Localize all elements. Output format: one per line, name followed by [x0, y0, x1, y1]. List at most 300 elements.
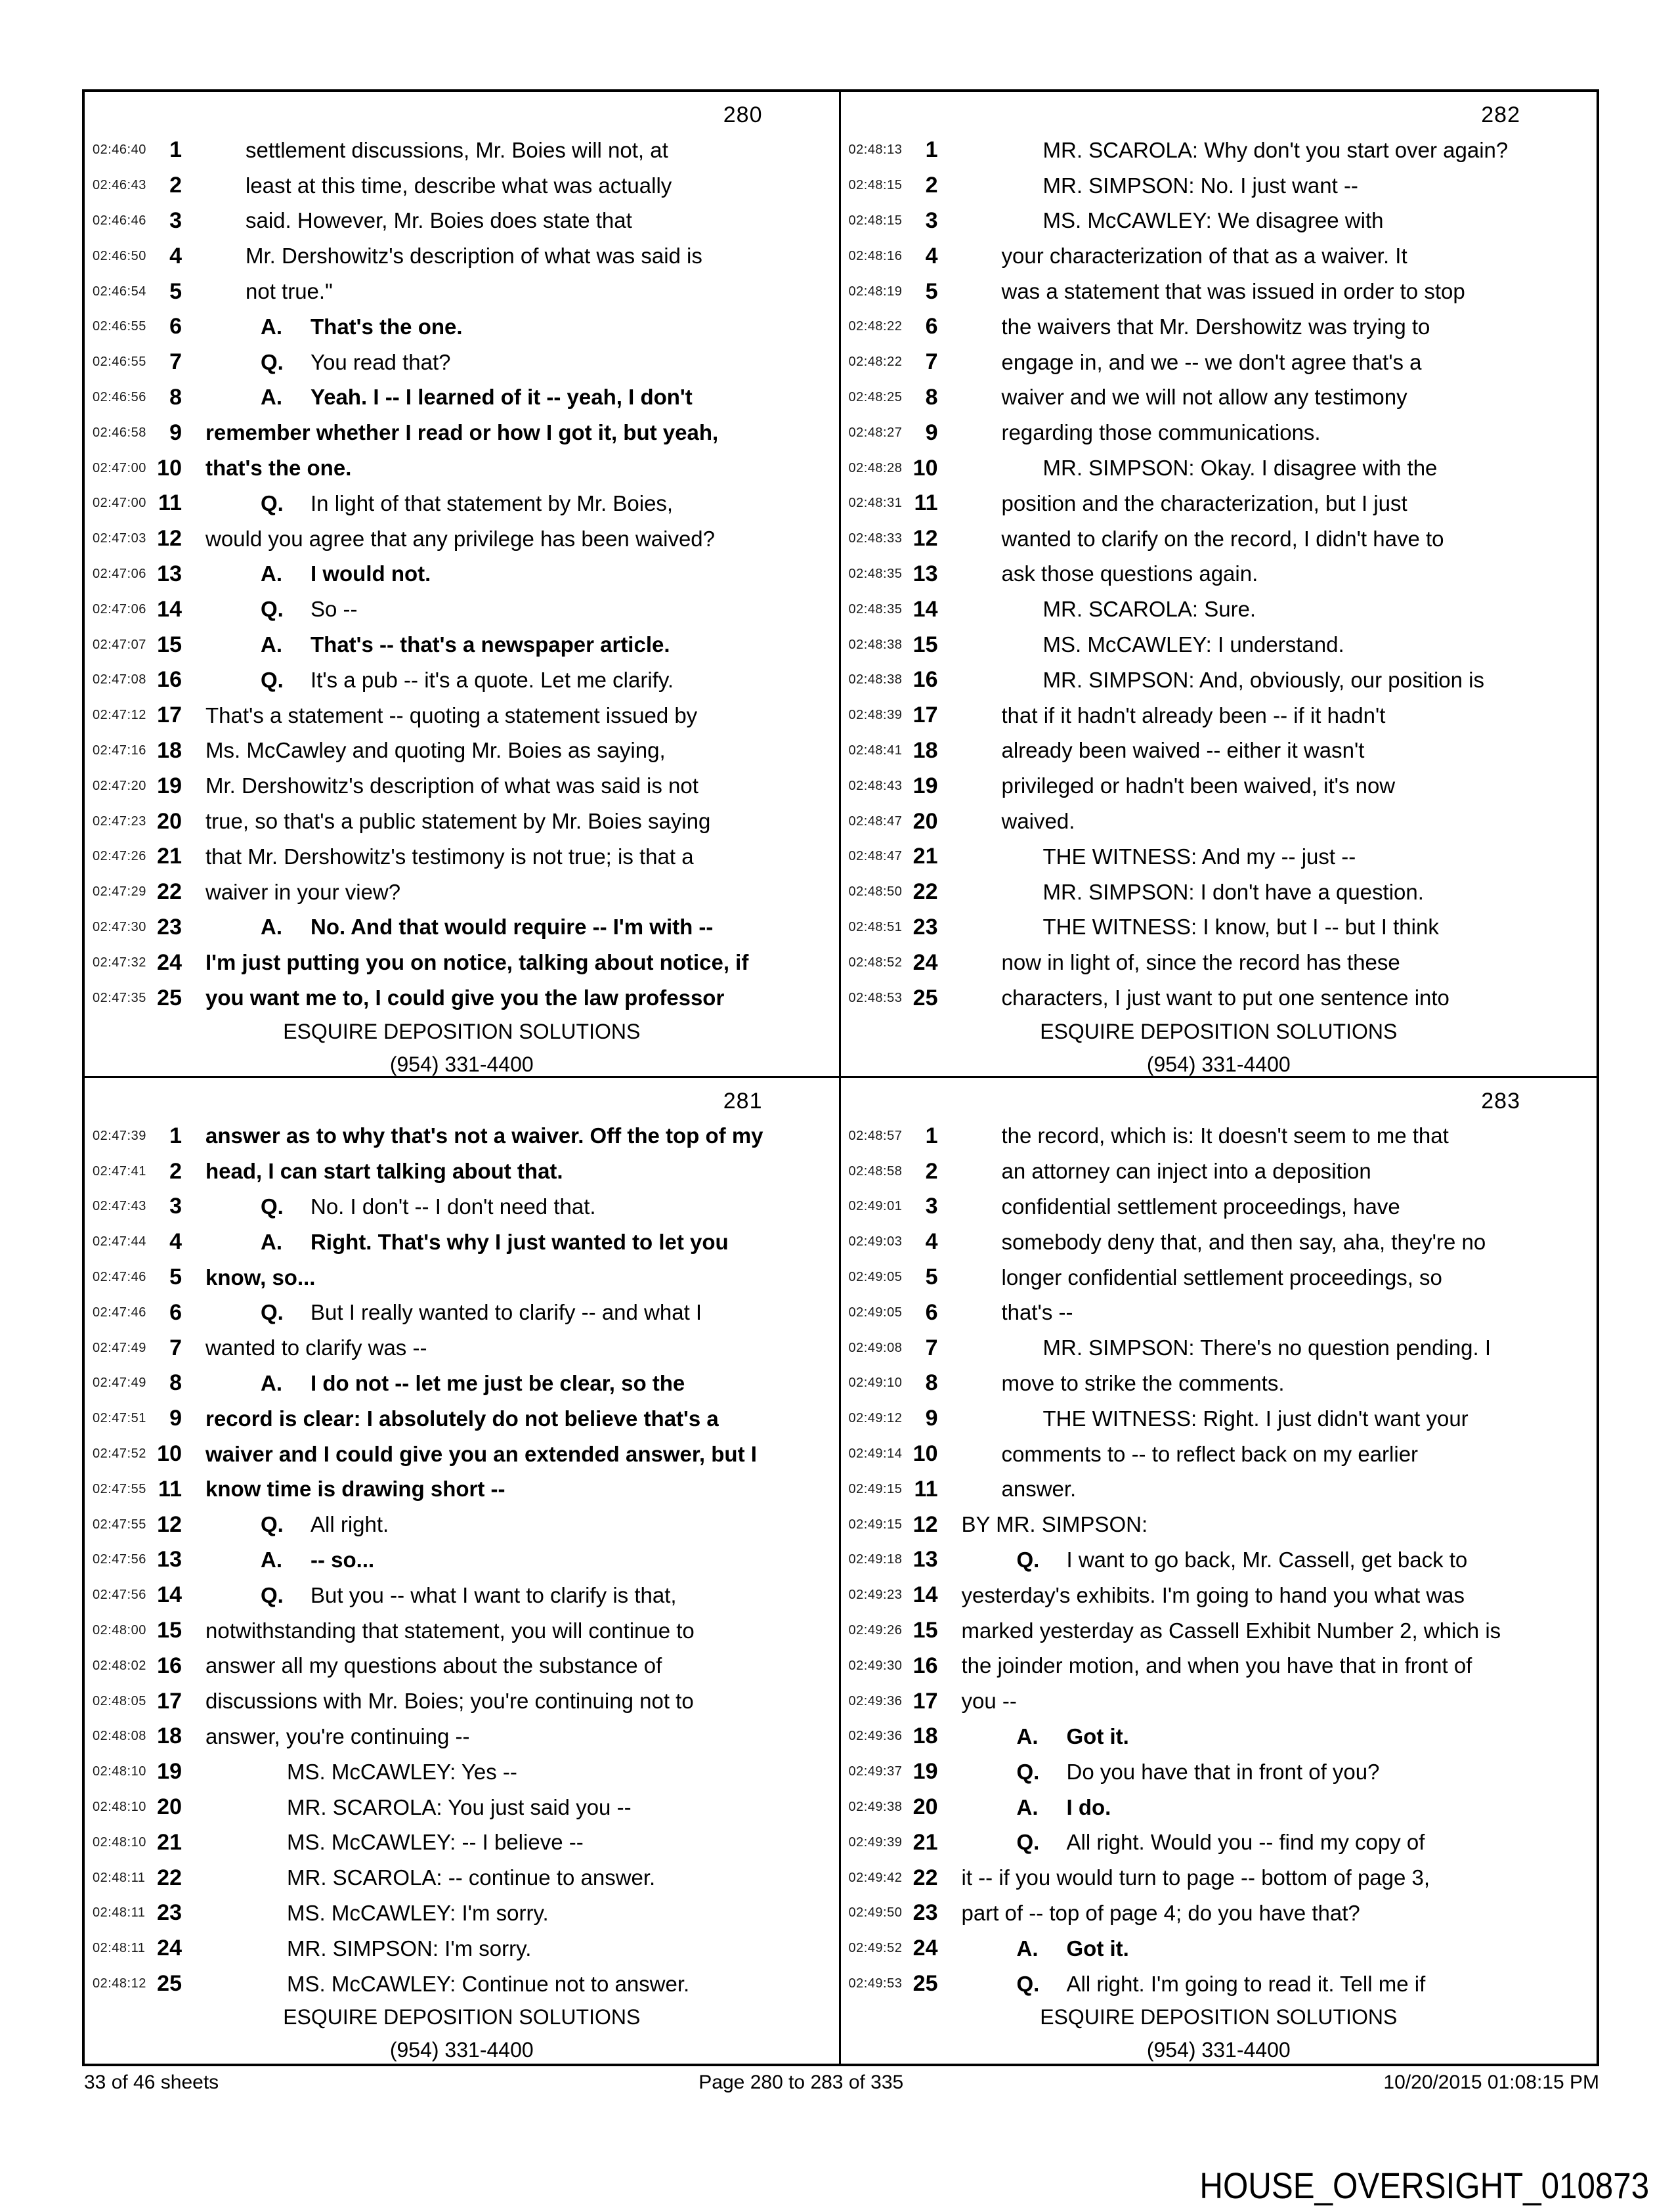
transcript-line [841, 1401, 1597, 1437]
transcript-line [841, 1507, 1597, 1542]
line-number: 16 [157, 1653, 182, 1678]
line-number: 11 [914, 490, 938, 516]
line-text: wanted to clarify was -- [205, 1335, 427, 1360]
vendor-name: ESQUIRE DEPOSITION SOLUTIONS [1040, 1019, 1398, 1043]
timestamp: 02:48:39 [848, 708, 903, 723]
timestamp: 02:46:50 [93, 248, 146, 263]
timestamp: 02:49:42 [848, 1870, 903, 1885]
line-number: 23 [157, 914, 182, 940]
transcript-line [85, 1790, 839, 1825]
timestamp: 02:47:46 [93, 1305, 146, 1320]
page-number: 283 [1481, 1088, 1520, 1114]
timestamp: 02:46:58 [93, 425, 146, 440]
timestamp: 02:49:08 [848, 1340, 903, 1355]
timestamp: 02:46:54 [93, 284, 146, 299]
line-text: answer. [1001, 1477, 1077, 1502]
timestamp: 02:47:20 [93, 778, 146, 793]
timestamp: 02:48:02 [93, 1658, 146, 1673]
timestamp: 02:49:37 [848, 1764, 903, 1779]
transcript-line [85, 1225, 839, 1260]
qa-marker: A. [1016, 1724, 1039, 1748]
line-text [182, 1583, 839, 1608]
line-number: 3 [169, 207, 182, 233]
line-number: 24 [912, 1936, 938, 1961]
timestamp: 02:47:49 [93, 1340, 146, 1355]
timestamp: 02:49:12 [848, 1411, 903, 1426]
transcript-line [85, 910, 839, 945]
transcript-line [85, 1189, 839, 1225]
line-number: 9 [925, 1406, 938, 1431]
line-text: ask those questions again. [1001, 561, 1258, 586]
line-text: MR. SIMPSON: Okay. I disagree with the [1042, 456, 1438, 481]
transcript-line [841, 1260, 1597, 1295]
timestamp: 02:47:46 [93, 1270, 146, 1285]
transcript-line [85, 450, 839, 486]
line-text: waived. [1001, 809, 1075, 834]
qa-marker: Q. [1016, 1830, 1040, 1855]
line-text: MR. SCAROLA: Sure. [1042, 597, 1256, 622]
transcript-line [841, 1825, 1597, 1860]
transcript-line [85, 345, 839, 380]
line-text-body: All right. [311, 1512, 389, 1537]
timestamp: 02:48:22 [848, 319, 903, 334]
bates-watermark: HOUSE_OVERSIGHT_010873 [1199, 2165, 1649, 2206]
line-text: head, I can start talking about that. [205, 1159, 563, 1184]
line-number: 24 [157, 949, 182, 975]
transcript-line [841, 557, 1597, 592]
line-text: discussions with Mr. Boies; you're continuing not to [205, 1689, 694, 1714]
line-text: that Mr. Dershowitz's testimony is not true; is that a [205, 844, 694, 869]
line-text: notwithstanding that statement, you will continue to [205, 1618, 695, 1643]
sheet-footer [84, 2071, 1599, 2094]
transcript-line [85, 698, 839, 733]
line-text [938, 1760, 1597, 1785]
line-number: 14 [157, 596, 182, 622]
timestamp: 02:49:18 [848, 1552, 903, 1567]
timestamp: 02:48:25 [848, 389, 903, 404]
transcript-line [85, 627, 839, 662]
line-number: 6 [925, 314, 938, 339]
qa-marker: A. [261, 385, 282, 410]
line-text [938, 1830, 1597, 1855]
line-number: 22 [912, 879, 938, 905]
vendor-phone: (954) 331-4400 [389, 2038, 534, 2062]
transcript-sheet [82, 89, 1599, 2066]
line-text: the joinder motion, and when you have that in front of [961, 1653, 1472, 1678]
line-number: 18 [157, 737, 182, 763]
line-number: 10 [912, 1441, 938, 1467]
line-text: part of -- top of page 4; do you have that? [961, 1900, 1360, 1925]
line-number: 11 [158, 490, 182, 516]
line-text-body: It's a pub -- it's a quote. Let me clarify. [311, 667, 674, 692]
line-text-body: You read that? [311, 349, 451, 374]
line-text: the record, which is: It doesn't seem to me that [1001, 1123, 1449, 1148]
timestamp: 02:48:33 [848, 531, 903, 546]
line-text: Mr. Dershowitz's description of what was said is [246, 244, 702, 269]
line-text: MS. McCAWLEY: -- I believe -- [287, 1830, 584, 1855]
transcript-line [85, 1119, 839, 1154]
line-text-body: No. And that would require -- I'm with -- [311, 915, 714, 940]
timestamp: 02:46:46 [93, 213, 146, 228]
timestamp: 02:47:52 [93, 1446, 146, 1462]
timestamp: 02:48:15 [848, 178, 903, 193]
qa-marker: Q. [1016, 1547, 1040, 1572]
transcript-line [841, 415, 1597, 450]
line-text: privileged or hadn't been waived, it's now [1001, 773, 1396, 798]
line-text: answer, you're continuing -- [205, 1724, 470, 1748]
timestamp: 02:49:23 [848, 1588, 903, 1603]
line-number: 1 [925, 1123, 938, 1148]
transcript-line [841, 733, 1597, 769]
transcript-page-281 [85, 1078, 841, 2064]
timestamp: 02:48:35 [848, 566, 903, 581]
transcript-line [85, 486, 839, 521]
line-text: now in light of, since the record has these [1001, 950, 1400, 975]
transcript-line [841, 1578, 1597, 1613]
line-text [182, 1230, 839, 1255]
timestamp: 02:47:35 [93, 990, 146, 1005]
transcript-page-282 [841, 92, 1597, 1078]
line-text: MR. SCAROLA: Why don't you start over again? [1042, 137, 1509, 162]
transcript-line [85, 1437, 839, 1472]
timestamp: 02:48:00 [93, 1623, 146, 1638]
line-number: 11 [914, 1476, 938, 1502]
timestamp: 02:49:03 [848, 1234, 903, 1249]
timestamp: 02:49:30 [848, 1658, 903, 1673]
transcript-line [841, 486, 1597, 521]
line-number: 22 [157, 879, 182, 905]
timestamp: 02:47:32 [93, 955, 146, 970]
transcript-line [85, 1330, 839, 1366]
qa-marker: A. [1016, 1794, 1039, 1819]
line-number: 12 [157, 1511, 182, 1537]
transcript-line [841, 1119, 1597, 1154]
transcript-line [841, 238, 1597, 274]
vendor-name: ESQUIRE DEPOSITION SOLUTIONS [1040, 2005, 1398, 2029]
line-text: MS. McCAWLEY: Continue not to answer. [287, 1971, 690, 1996]
transcript-line [85, 1366, 839, 1401]
line-number: 12 [157, 526, 182, 552]
line-text-body: I would not. [311, 561, 431, 586]
line-text-body: I want to go back, Mr. Cassell, get back to [1066, 1547, 1468, 1572]
transcript-line [85, 1154, 839, 1189]
line-text-body: Got it. [1066, 1936, 1129, 1961]
line-text [182, 668, 839, 693]
timestamp: 02:49:36 [848, 1693, 903, 1708]
line-number: 18 [912, 737, 938, 763]
timestamp: 02:47:51 [93, 1411, 146, 1426]
transcript-line [85, 1401, 839, 1437]
line-text [182, 314, 839, 339]
line-text: MR. SIMPSON: No. I just want -- [1042, 173, 1358, 198]
line-number: 16 [912, 1653, 938, 1678]
line-text: MR. SCAROLA: You just said you -- [287, 1794, 632, 1819]
timestamp: 02:48:57 [848, 1128, 903, 1143]
line-number: 3 [169, 1194, 182, 1219]
line-text: record is clear: I absolutely do not believe that's a [205, 1406, 719, 1431]
line-number: 15 [912, 632, 938, 657]
transcript-line [85, 415, 839, 450]
line-text: the waivers that Mr. Dershowitz was trying to [1001, 314, 1430, 339]
qa-marker: A. [261, 1229, 282, 1254]
line-number: 19 [157, 1759, 182, 1785]
line-number: 7 [925, 349, 938, 375]
line-number: 23 [912, 914, 938, 940]
line-number: 17 [912, 1688, 938, 1714]
timestamp: 02:48:51 [848, 919, 903, 934]
qa-marker: A. [261, 561, 282, 586]
timestamp: 02:46:56 [93, 389, 146, 404]
transcript-line [841, 1931, 1597, 1966]
sheet-count: 33 of 46 sheets [84, 2071, 219, 2093]
line-text: that's -- [1001, 1300, 1073, 1325]
timestamp: 02:47:07 [93, 637, 146, 652]
line-text: move to strike the comments. [1001, 1370, 1285, 1395]
transcript-line [85, 733, 839, 769]
transcript-line [841, 1189, 1597, 1225]
line-text-body: All right. Would you -- find my copy of [1066, 1830, 1425, 1855]
timestamp: 02:49:26 [848, 1623, 903, 1638]
timestamp: 02:48:41 [848, 743, 903, 758]
line-number: 17 [157, 1688, 182, 1714]
line-number: 12 [912, 526, 938, 552]
timestamp: 02:47:41 [93, 1163, 146, 1179]
line-text: marked yesterday as Cassell Exhibit Number 2, which is [961, 1618, 1501, 1643]
line-text: know time is drawing short -- [205, 1477, 505, 1502]
qa-marker: Q. [261, 1194, 284, 1219]
timestamp: 02:47:00 [93, 460, 146, 475]
line-number: 8 [925, 384, 938, 410]
line-number: 22 [912, 1865, 938, 1890]
line-text: waiver and I could give you an extended answer, but I [205, 1441, 757, 1466]
transcript-line [841, 380, 1597, 416]
qa-marker: Q. [1016, 1759, 1040, 1784]
qa-marker: A. [261, 632, 282, 657]
line-text [182, 1512, 839, 1537]
transcript-line [841, 1648, 1597, 1683]
line-number: 9 [925, 420, 938, 445]
line-text [182, 632, 839, 657]
line-text: that's the one. [205, 456, 352, 481]
transcript-line [841, 1471, 1597, 1507]
line-text [938, 1972, 1597, 1997]
print-timestamp: 10/20/2015 01:08:15 PM [1383, 2071, 1599, 2093]
line-number: 5 [169, 278, 182, 304]
timestamp: 02:48:31 [848, 496, 903, 511]
transcript-line [85, 521, 839, 557]
line-text: regarding those communications. [1001, 420, 1321, 445]
line-text: I'm just putting you on notice, talking about notice, if [205, 950, 749, 975]
timestamp: 02:48:19 [848, 284, 903, 299]
line-number: 17 [912, 703, 938, 728]
line-text-body: I do not -- let me just be clear, so the [311, 1370, 685, 1395]
vendor-name: ESQUIRE DEPOSITION SOLUTIONS [283, 1019, 641, 1043]
line-text: true, so that's a public statement by Mr. Boies saying [205, 809, 711, 834]
line-number: 16 [157, 667, 182, 693]
line-number: 20 [912, 1794, 938, 1820]
transcript-line [85, 1931, 839, 1966]
line-text: least at this time, describe what was actually [246, 173, 672, 198]
transcript-line [841, 980, 1597, 1016]
line-number: 24 [157, 1936, 182, 1961]
timestamp: 02:48:47 [848, 813, 903, 829]
page-number: 280 [723, 102, 763, 127]
line-text: That's a statement -- quoting a statement issued by [205, 703, 698, 727]
line-number: 13 [912, 1547, 938, 1572]
qa-marker: A. [261, 314, 282, 339]
line-text [938, 1936, 1597, 1961]
line-text-body: But you -- what I want to clarify is that, [311, 1582, 677, 1607]
line-number: 25 [157, 985, 182, 1010]
timestamp: 02:47:26 [93, 849, 146, 864]
line-number: 18 [157, 1724, 182, 1749]
qa-marker: A. [1016, 1936, 1039, 1961]
timestamp: 02:47:56 [93, 1552, 146, 1567]
transcript-line [841, 1225, 1597, 1260]
line-number: 15 [157, 632, 182, 657]
line-number: 16 [912, 667, 938, 693]
transcript-line [841, 1754, 1597, 1790]
line-text: your characterization of that as a waiver. It [1001, 244, 1407, 269]
line-number: 23 [157, 1900, 182, 1926]
timestamp: 02:47:16 [93, 743, 146, 758]
line-text [938, 1724, 1597, 1749]
line-text [182, 350, 839, 375]
transcript-line [841, 1896, 1597, 1931]
transcript-line [85, 945, 839, 980]
line-number: 9 [169, 1406, 182, 1431]
line-text-body: That's the one. [311, 314, 463, 339]
transcript-line [841, 627, 1597, 662]
timestamp: 02:48:10 [93, 1834, 146, 1850]
qa-marker: Q. [261, 597, 284, 622]
line-text: you -- [961, 1689, 1017, 1714]
transcript-line [841, 1860, 1597, 1896]
transcript-line [85, 804, 839, 839]
qa-marker: Q. [261, 349, 284, 374]
transcript-line [85, 1260, 839, 1295]
line-number: 10 [157, 455, 182, 481]
transcript-line [85, 839, 839, 875]
transcript-line [841, 1966, 1597, 2002]
timestamp: 02:48:11 [93, 1905, 146, 1920]
line-text: MS. McCAWLEY: I understand. [1042, 632, 1344, 657]
transcript-line [85, 980, 839, 1016]
line-number: 10 [157, 1441, 182, 1467]
line-number: 7 [169, 349, 182, 375]
line-number: 6 [169, 1299, 182, 1325]
line-number: 17 [157, 703, 182, 728]
line-text: answer all my questions about the substance of [205, 1653, 662, 1678]
transcript-line [841, 839, 1597, 875]
line-text: confidential settlement proceedings, have [1001, 1194, 1400, 1219]
line-text-body: So -- [311, 597, 358, 622]
line-text-body: That's -- that's a newspaper article. [311, 632, 670, 657]
transcript-line [85, 1542, 839, 1578]
line-text: comments to -- to reflect back on my earlier [1001, 1441, 1419, 1466]
line-number: 18 [912, 1724, 938, 1749]
line-text: Mr. Dershowitz's description of what was said is not [205, 773, 698, 798]
timestamp: 02:48:35 [848, 601, 903, 617]
timestamp: 02:48:11 [93, 1870, 146, 1885]
line-number: 8 [169, 384, 182, 410]
line-text [182, 1300, 839, 1325]
line-number: 13 [157, 1547, 182, 1572]
transcript-line [85, 662, 839, 698]
line-text: waiver in your view? [205, 879, 401, 904]
timestamp: 02:48:53 [848, 990, 903, 1005]
line-number: 1 [169, 137, 182, 163]
line-number: 14 [912, 596, 938, 622]
transcript-line [85, 204, 839, 239]
line-number: 14 [912, 1582, 938, 1608]
transcript-line [841, 521, 1597, 557]
line-text: somebody deny that, and then say, aha, they're no [1001, 1229, 1486, 1254]
line-text [182, 491, 839, 516]
timestamp: 02:48:10 [93, 1800, 146, 1815]
line-number: 20 [157, 808, 182, 834]
line-number: 13 [912, 561, 938, 586]
line-text: was a statement that was issued in order to stop [1001, 279, 1465, 304]
line-text: not true." [246, 279, 333, 304]
timestamp: 02:48:38 [848, 672, 903, 687]
line-text: yesterday's exhibits. I'm going to hand you what was [961, 1582, 1465, 1607]
line-number: 2 [925, 173, 938, 198]
timestamp: 02:49:50 [848, 1905, 903, 1920]
line-number: 10 [912, 455, 938, 481]
line-text: said. However, Mr. Boies does state that [246, 208, 632, 233]
qa-marker: Q. [261, 1582, 284, 1607]
timestamp: 02:48:05 [93, 1693, 146, 1708]
line-number: 2 [169, 1158, 182, 1184]
transcript-line [841, 133, 1597, 168]
line-number: 19 [912, 1759, 938, 1785]
timestamp: 02:48:58 [848, 1163, 903, 1179]
transcript-line [85, 168, 839, 204]
timestamp: 02:48:43 [848, 778, 903, 793]
transcript-line [841, 804, 1597, 839]
transcript-line [85, 768, 839, 804]
line-text: longer confidential settlement proceedings, so [1001, 1265, 1442, 1290]
qa-marker: A. [261, 1370, 282, 1395]
qa-marker: A. [261, 915, 282, 940]
transcript-line [841, 1330, 1597, 1366]
timestamp: 02:49:36 [848, 1729, 903, 1744]
line-text: waiver and we will not allow any testimony [1001, 385, 1407, 410]
timestamp: 02:47:06 [93, 566, 146, 581]
transcript-line [841, 910, 1597, 945]
line-number: 2 [925, 1158, 938, 1184]
timestamp: 02:48:10 [93, 1764, 146, 1779]
transcript-line [85, 309, 839, 345]
transcript-line [85, 557, 839, 592]
timestamp: 02:47:29 [93, 884, 146, 900]
page-range: Page 280 to 283 of 335 [698, 2071, 904, 2093]
timestamp: 02:47:43 [93, 1199, 146, 1214]
line-text: an attorney can inject into a deposition [1001, 1159, 1371, 1184]
line-text [938, 1548, 1597, 1572]
line-text: settlement discussions, Mr. Boies will not, at [246, 137, 668, 162]
timestamp: 02:46:43 [93, 178, 146, 193]
line-text: that if it hadn't already been -- if it hadn't [1001, 703, 1386, 727]
line-text: it -- if you would turn to page -- bottom of page 3, [961, 1865, 1430, 1890]
vendor-phone: (954) 331-4400 [389, 1052, 534, 1076]
transcript-line [841, 274, 1597, 309]
timestamp: 02:49:14 [848, 1446, 903, 1462]
line-number: 9 [169, 420, 182, 445]
timestamp: 02:46:55 [93, 355, 146, 370]
transcript-line [85, 875, 839, 910]
